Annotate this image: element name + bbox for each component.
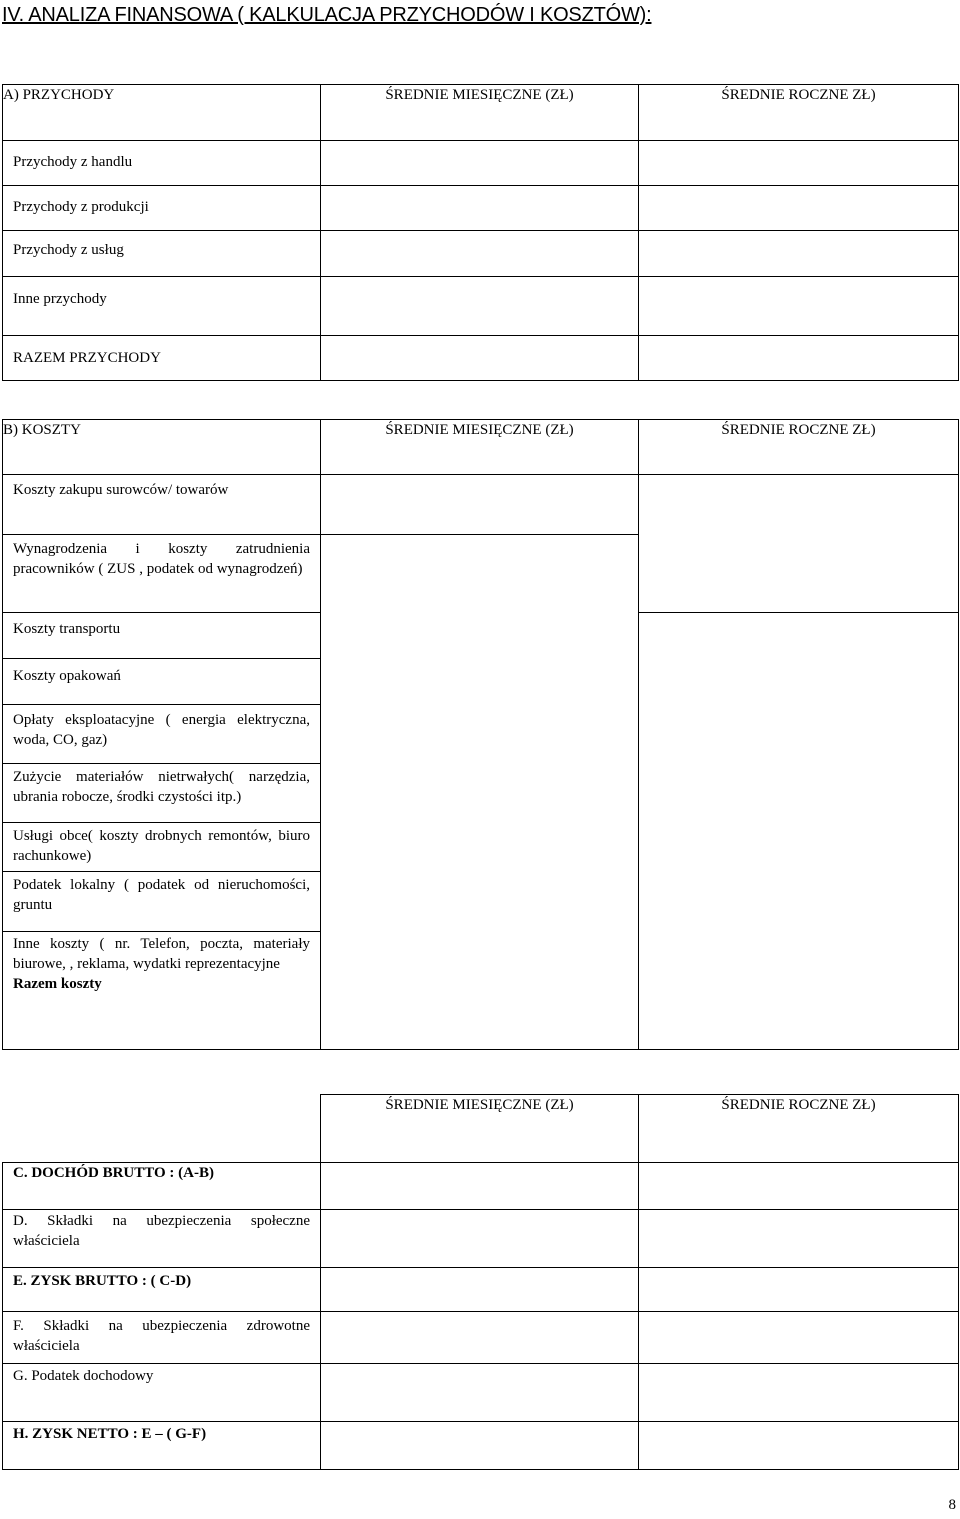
yearly-value-cell[interactable] — [639, 336, 959, 381]
monthly-value-cell[interactable] — [321, 1268, 639, 1312]
yearly-value-cell[interactable] — [639, 1364, 959, 1422]
empty-header-cell — [3, 1095, 321, 1163]
table-row-total — [3, 1422, 959, 1470]
monthly-column-header: ŚREDNIE MIESIĘCZNE (ZŁ) — [321, 85, 639, 141]
result-header-row — [3, 1095, 959, 1163]
table-row-total — [3, 336, 959, 381]
costs-header: B) KOSZTY — [3, 420, 321, 475]
result-table — [2, 1094, 959, 1470]
yearly-value-cell[interactable] — [639, 475, 959, 613]
table-row — [3, 1268, 959, 1312]
row-label: G. Podatek dochodowy — [3, 1364, 321, 1422]
costs-header-row — [3, 420, 959, 475]
monthly-value-cell[interactable] — [321, 1312, 639, 1364]
yearly-value-cell[interactable] — [639, 141, 959, 186]
table-row — [3, 1210, 959, 1268]
monthly-value-cell[interactable] — [321, 535, 639, 1050]
row-label: C. DOCHÓD BRUTTO : (A-B) — [3, 1163, 321, 1210]
monthly-value-cell[interactable] — [321, 1364, 639, 1422]
yearly-value-cell[interactable] — [639, 1268, 959, 1312]
yearly-value-cell[interactable] — [639, 277, 959, 336]
monthly-value-cell[interactable] — [321, 1210, 639, 1268]
monthly-column-header: ŚREDNIE MIESIĘCZNE (ZŁ) — [321, 1095, 639, 1163]
monthly-value-cell[interactable] — [321, 475, 639, 535]
monthly-value-cell[interactable] — [321, 141, 639, 186]
table-row — [3, 231, 959, 277]
yearly-column-header: ŚREDNIE ROCZNE ZŁ) — [639, 85, 959, 141]
row-label: Podatek lokalny ( podatek od nieruchomości, gruntu — [3, 872, 321, 932]
yearly-value-cell[interactable] — [639, 186, 959, 231]
monthly-value-cell[interactable] — [321, 231, 639, 277]
table-row — [3, 141, 959, 186]
monthly-value-cell[interactable] — [321, 277, 639, 336]
yearly-column-header: ŚREDNIE ROCZNE ZŁ) — [639, 1095, 959, 1163]
row-label: F. Składki na ubezpieczenia zdrowotne właściciela — [3, 1312, 321, 1364]
revenues-table — [2, 84, 959, 381]
yearly-value-cell[interactable] — [639, 231, 959, 277]
yearly-value-cell[interactable] — [639, 1210, 959, 1268]
yearly-value-cell[interactable] — [639, 1312, 959, 1364]
table-row — [3, 186, 959, 231]
row-label: Koszty zakupu surowców/ towarów — [3, 475, 321, 535]
table-row — [3, 475, 959, 535]
row-label: Przychody z produkcji — [3, 186, 321, 231]
yearly-value-cell[interactable] — [639, 1422, 959, 1470]
row-label: Inne przychody — [3, 277, 321, 336]
costs-total-label: Razem koszty — [13, 976, 102, 992]
monthly-value-cell[interactable] — [321, 186, 639, 231]
yearly-column-header: ŚREDNIE ROCZNE ZŁ) — [639, 420, 959, 475]
revenues-header-row — [3, 85, 959, 141]
row-label: D. Składki na ubezpieczenia społeczne właściciela — [3, 1210, 321, 1268]
yearly-value-cell[interactable] — [639, 1163, 959, 1210]
page-number: 8 — [948, 1497, 956, 1513]
row-label: H. ZYSK NETTO : E – ( G-F) — [3, 1422, 321, 1470]
yearly-value-cell[interactable] — [639, 613, 959, 1050]
monthly-value-cell[interactable] — [321, 1422, 639, 1470]
row-label: E. ZYSK BRUTTO : ( C-D) — [3, 1268, 321, 1312]
monthly-value-cell[interactable] — [321, 336, 639, 381]
row-label: Opłaty eksploatacyjne ( energia elektryczna, woda, CO, gaz) — [3, 705, 321, 764]
row-label: RAZEM PRZYCHODY — [3, 336, 321, 381]
table-row — [3, 1312, 959, 1364]
row-label: Koszty opakowań — [3, 659, 321, 705]
row-label: Zużycie materiałów nietrwałych( narzędzia, ubrania robocze, środki czystości itp.) — [3, 764, 321, 823]
row-label: Przychody z handlu — [3, 141, 321, 186]
monthly-value-cell[interactable] — [321, 1163, 639, 1210]
page-title: IV. ANALIZA FINANSOWA ( KALKULACJA PRZYCHODÓW I KOSZTÓW): — [2, 4, 652, 26]
table-row — [3, 277, 959, 336]
monthly-column-header: ŚREDNIE MIESIĘCZNE (ZŁ) — [321, 420, 639, 475]
costs-table — [2, 419, 959, 1050]
row-label: Inne koszty ( nr. Telefon, poczta, materiały biurowe, , reklama, wydatki reprezentacyjne Razem koszty — [3, 932, 321, 1050]
revenues-header: A) PRZYCHODY — [3, 85, 321, 141]
row-label: Koszty transportu — [3, 613, 321, 659]
table-row — [3, 1163, 959, 1210]
row-label: Wynagrodzenia i koszty zatrudnienia pracowników ( ZUS , podatek od wynagrodzeń) — [3, 535, 321, 613]
row-label: Usługi obce( koszty drobnych remontów, biuro rachunkowe) — [3, 823, 321, 872]
table-row — [3, 1364, 959, 1422]
row-label: Przychody z usług — [3, 231, 321, 277]
